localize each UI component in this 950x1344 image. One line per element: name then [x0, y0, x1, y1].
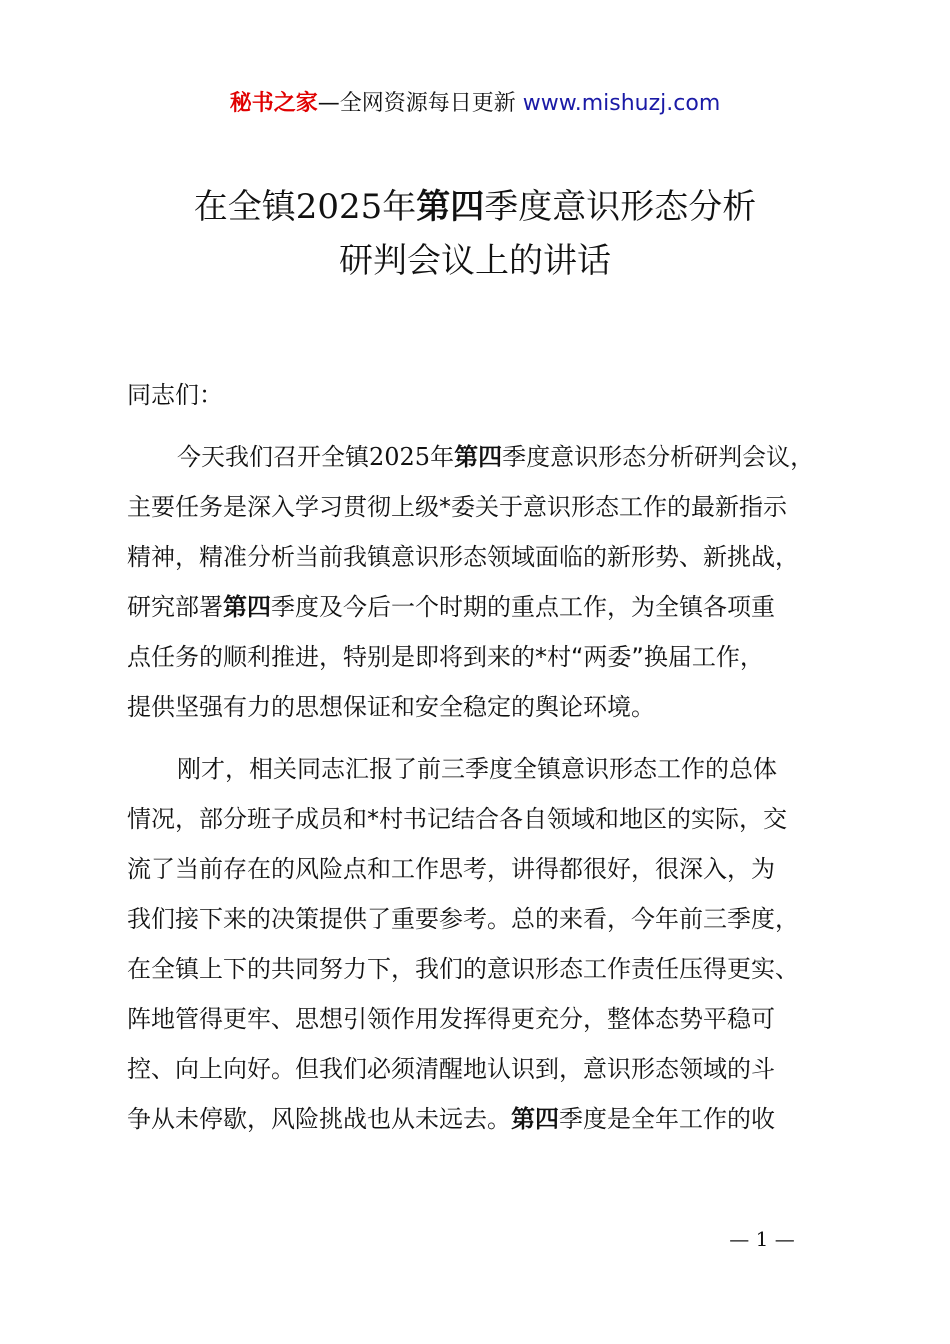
paragraph-line: 在全镇上下的共同努力下，我们的意识形态工作责任压得更实、: [127, 955, 799, 983]
text-run: 季度意识形态分析研判会议，: [502, 443, 815, 471]
paragraph-line: 我们接下来的决策提供了重要参考。总的来看，今年前三季度，: [127, 905, 799, 933]
paragraph-line: [127, 432, 833, 482]
text-run: 研究部署: [127, 593, 223, 621]
paragraph-line: 主要任务是深入学习贯彻上级*委关于意识形态工作的最新指示: [127, 493, 787, 521]
paragraph-2: [127, 744, 833, 1144]
title-year: 2025: [295, 187, 383, 227]
site-brand: 秘书之家: [229, 91, 318, 116]
paragraph-line: 情况，部分班子成员和*村书记结合各自领域和地区的实际，交: [127, 805, 787, 833]
text-run: 季度是全年工作的收: [559, 1105, 775, 1133]
paragraph-line: 提供坚强有力的思想保证和安全稳定的舆论环境。: [127, 693, 655, 721]
text-run: 今天我们召开全镇: [177, 443, 369, 471]
bold-text: 第四: [223, 593, 271, 621]
text-run: 年: [430, 443, 455, 471]
title-bold-text: 第四: [416, 187, 485, 227]
document-body: [127, 370, 833, 1144]
paragraph-line: 刚才，相关同志汇报了前三季度全镇意识形态工作的总体: [177, 755, 777, 783]
site-url: www.mishuzj.com: [522, 91, 721, 116]
year-text: 2025: [369, 443, 431, 471]
text-run: 争从未停歇，风险挑战也从未远去。: [127, 1105, 511, 1133]
paragraph-line: 精神，精准分析当前我镇意识形态领域面临的新形势、新挑战，: [127, 543, 799, 571]
salutation: 同志们：: [127, 381, 223, 409]
paragraph-line: 点任务的顺利推进，特别是即将到来的*村“两委”换届工作，: [127, 643, 764, 671]
site-watermark-header: [0, 88, 950, 120]
document-title: [0, 180, 950, 288]
bold-text: 第四: [511, 1105, 559, 1133]
paragraph-line: 阵地管得更牢、思想引领作用发挥得更充分，整体态势平稳可: [127, 1005, 775, 1033]
paragraph-line: [127, 582, 833, 632]
title-text: 季度意识形态分析: [484, 187, 757, 227]
page-number: — 1 —: [729, 1227, 795, 1251]
paragraph-line: 流了当前存在的风险点和工作思考，讲得都很好，很深入，为: [127, 855, 775, 883]
title-line-1: [0, 180, 950, 234]
title-text: 年: [382, 187, 417, 227]
title-text: 在全镇: [193, 187, 296, 227]
title-line-2: 研判会议上的讲话: [339, 241, 611, 281]
paragraph-line: [127, 1094, 833, 1144]
text-run: 季度及今后一个时期的重点工作，为全镇各项重: [271, 593, 775, 621]
paragraph-line: 控、向上向好。但我们必须清醒地认识到，意识形态领域的斗: [127, 1055, 775, 1083]
site-tagline: —全网资源每日更新: [317, 91, 516, 116]
bold-text: 第四: [454, 443, 503, 471]
paragraph-1: [127, 432, 833, 732]
